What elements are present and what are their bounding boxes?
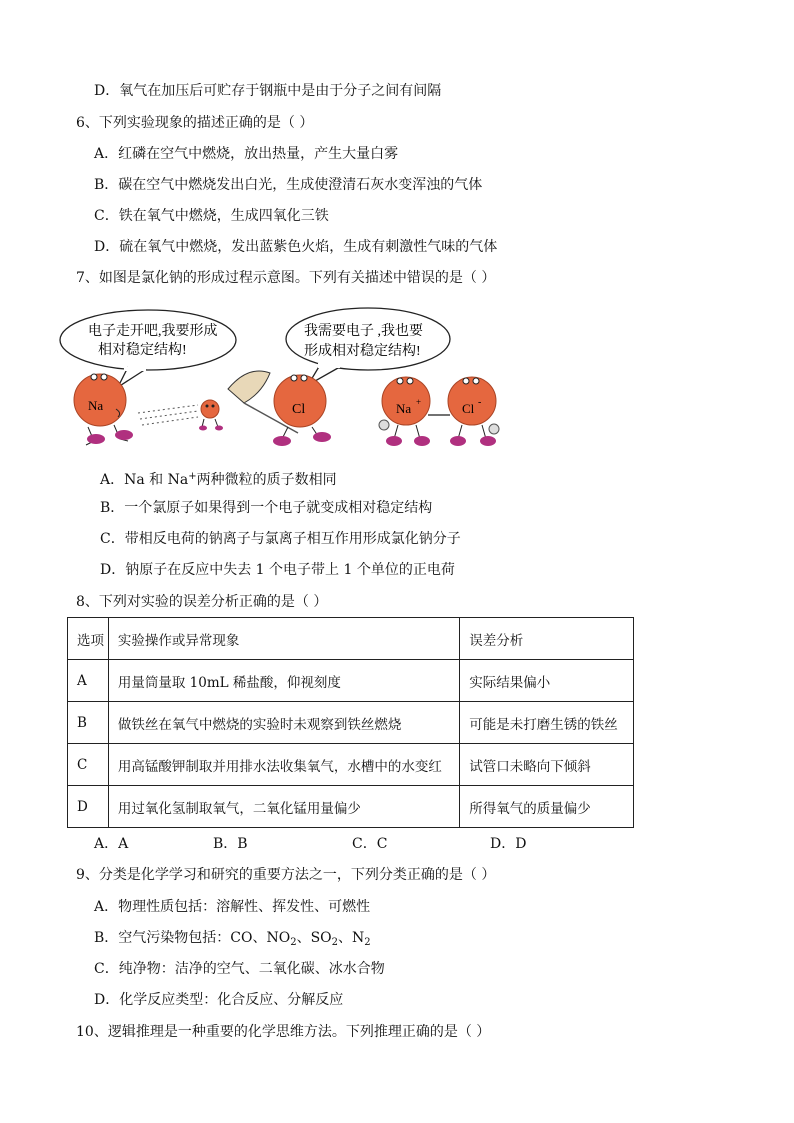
q6-option-a: A．红磷在空气中燃烧，放出热量，产生大量白雾	[94, 146, 399, 162]
table-header: 实验操作或异常现象	[108, 618, 459, 660]
q9-stem: 9、分类是化学学习和研究的重要方法之一，下列分类正确的是（ ）	[76, 867, 496, 883]
speech-bubble-left	[60, 310, 236, 387]
table-cell: 所得氧气的质量偏少	[460, 786, 634, 828]
q6-option-c: C．铁在氧气中燃烧，生成四氧化三铁	[94, 208, 329, 224]
bubble-right-line1: 我需要电子 ,我也要	[304, 324, 423, 339]
speech-bubble-right	[286, 308, 450, 385]
q8-stem: 8、下列对实验的误差分析正确的是（ ）	[76, 594, 328, 610]
cl-ion-character	[448, 377, 499, 446]
table-header: 误差分析	[460, 618, 634, 660]
table-cell: 用量筒量取 10mL 稀盐酸，仰视刻度	[108, 660, 459, 702]
table-row	[68, 702, 634, 744]
table-cell: A	[68, 660, 109, 702]
electron-character	[199, 400, 223, 431]
table-row	[68, 660, 634, 702]
na-ion-charge: +	[416, 397, 422, 407]
na-atom-character	[74, 374, 133, 445]
table-cell: 可能是未打磨生锈的铁丝	[460, 702, 634, 744]
table-row	[68, 744, 634, 786]
motion-lines	[138, 405, 198, 425]
q8-option-a: A．A	[94, 836, 129, 852]
cl-ion-label: Cl	[462, 401, 475, 416]
q7-stem: 7、如图是氯化钠的形成过程示意图。下列有关描述中错误的是（ ）	[76, 270, 496, 286]
cl-label: Cl	[292, 402, 306, 417]
q10-stem: 10、逻辑推理是一种重要的化学思维方法。下列推理正确的是（ ）	[76, 1024, 491, 1040]
table-cell: 用高锰酸钾制取并用排水法收集氧气，水槽中的水变红	[108, 744, 459, 786]
q9-option-a: A．物理性质包括：溶解性、挥发性、可燃性	[94, 899, 371, 915]
q7-option-d: D．钠原子在反应中失去 1 个电子带上 1 个单位的正电荷	[100, 562, 455, 578]
table-cell: 实际结果偏小	[460, 660, 634, 702]
q6-option-b: B．碳在空气中燃烧发出白光，生成使澄清石灰水变浑浊的气体	[94, 177, 483, 193]
q6-option-d: D．硫在氧气中燃烧，发出蓝紫色火焰，生成有刺激性气味的气体	[94, 239, 498, 255]
table-cell: B	[68, 702, 109, 744]
bubble-left-line2: 相对稳定结构!	[98, 343, 187, 358]
q6-stem: 6、下列实验现象的描述正确的是（ ）	[76, 115, 314, 131]
table-cell: 做铁丝在氧气中燃烧的实验时未观察到铁丝燃烧	[108, 702, 459, 744]
cl-ion-charge: -	[478, 397, 482, 408]
table-header: 选项	[68, 618, 109, 660]
na-ion-character	[379, 377, 430, 446]
table-header-row	[68, 618, 634, 660]
bubble-left-line1: 电子走开吧,我要形成	[88, 324, 218, 339]
q5-option-d: D．氧气在加压后可贮存于钢瓶中是由于分子之间有间隔	[94, 83, 442, 99]
q8-option-d: D．D	[490, 836, 527, 852]
q7-option-c: C．带相反电荷的钠离子与氯离子相互作用形成氯化钠分子	[100, 531, 461, 547]
error-analysis-table	[67, 617, 634, 828]
na-label: Na	[88, 398, 104, 413]
q8-option-b: B．B	[213, 836, 248, 852]
bubble-right-line2: 形成相对稳定结构!	[304, 344, 421, 359]
na-ion-label: Na	[396, 401, 412, 416]
q9-option-d: D．化学反应类型：化合反应、分解反应	[94, 992, 344, 1008]
q9-option-c: C．纯净物：洁净的空气、二氧化碳、冰水合物	[94, 961, 385, 977]
q8-option-c: C．C	[352, 836, 388, 852]
table-cell: C	[68, 744, 109, 786]
q9-option-b: B．空气污染物包括：CO、$NO_2$、$SO_2$、$N_2$	[94, 930, 371, 948]
table-cell: D	[68, 786, 109, 828]
sodium-chloride-formation-figure	[58, 305, 518, 455]
q7-option-b: B．一个氯原子如果得到一个电子就变成相对稳定结构	[100, 500, 433, 516]
table-cell: 试管口未略向下倾斜	[460, 744, 634, 786]
cl-atom-character	[273, 375, 331, 446]
q7-option-a: A．Na 和 Na+两种微粒的质子数相同	[100, 471, 337, 488]
table-row	[68, 786, 634, 828]
table-cell: 用过氧化氢制取氧气，二氧化锰用量偏少	[108, 786, 459, 828]
